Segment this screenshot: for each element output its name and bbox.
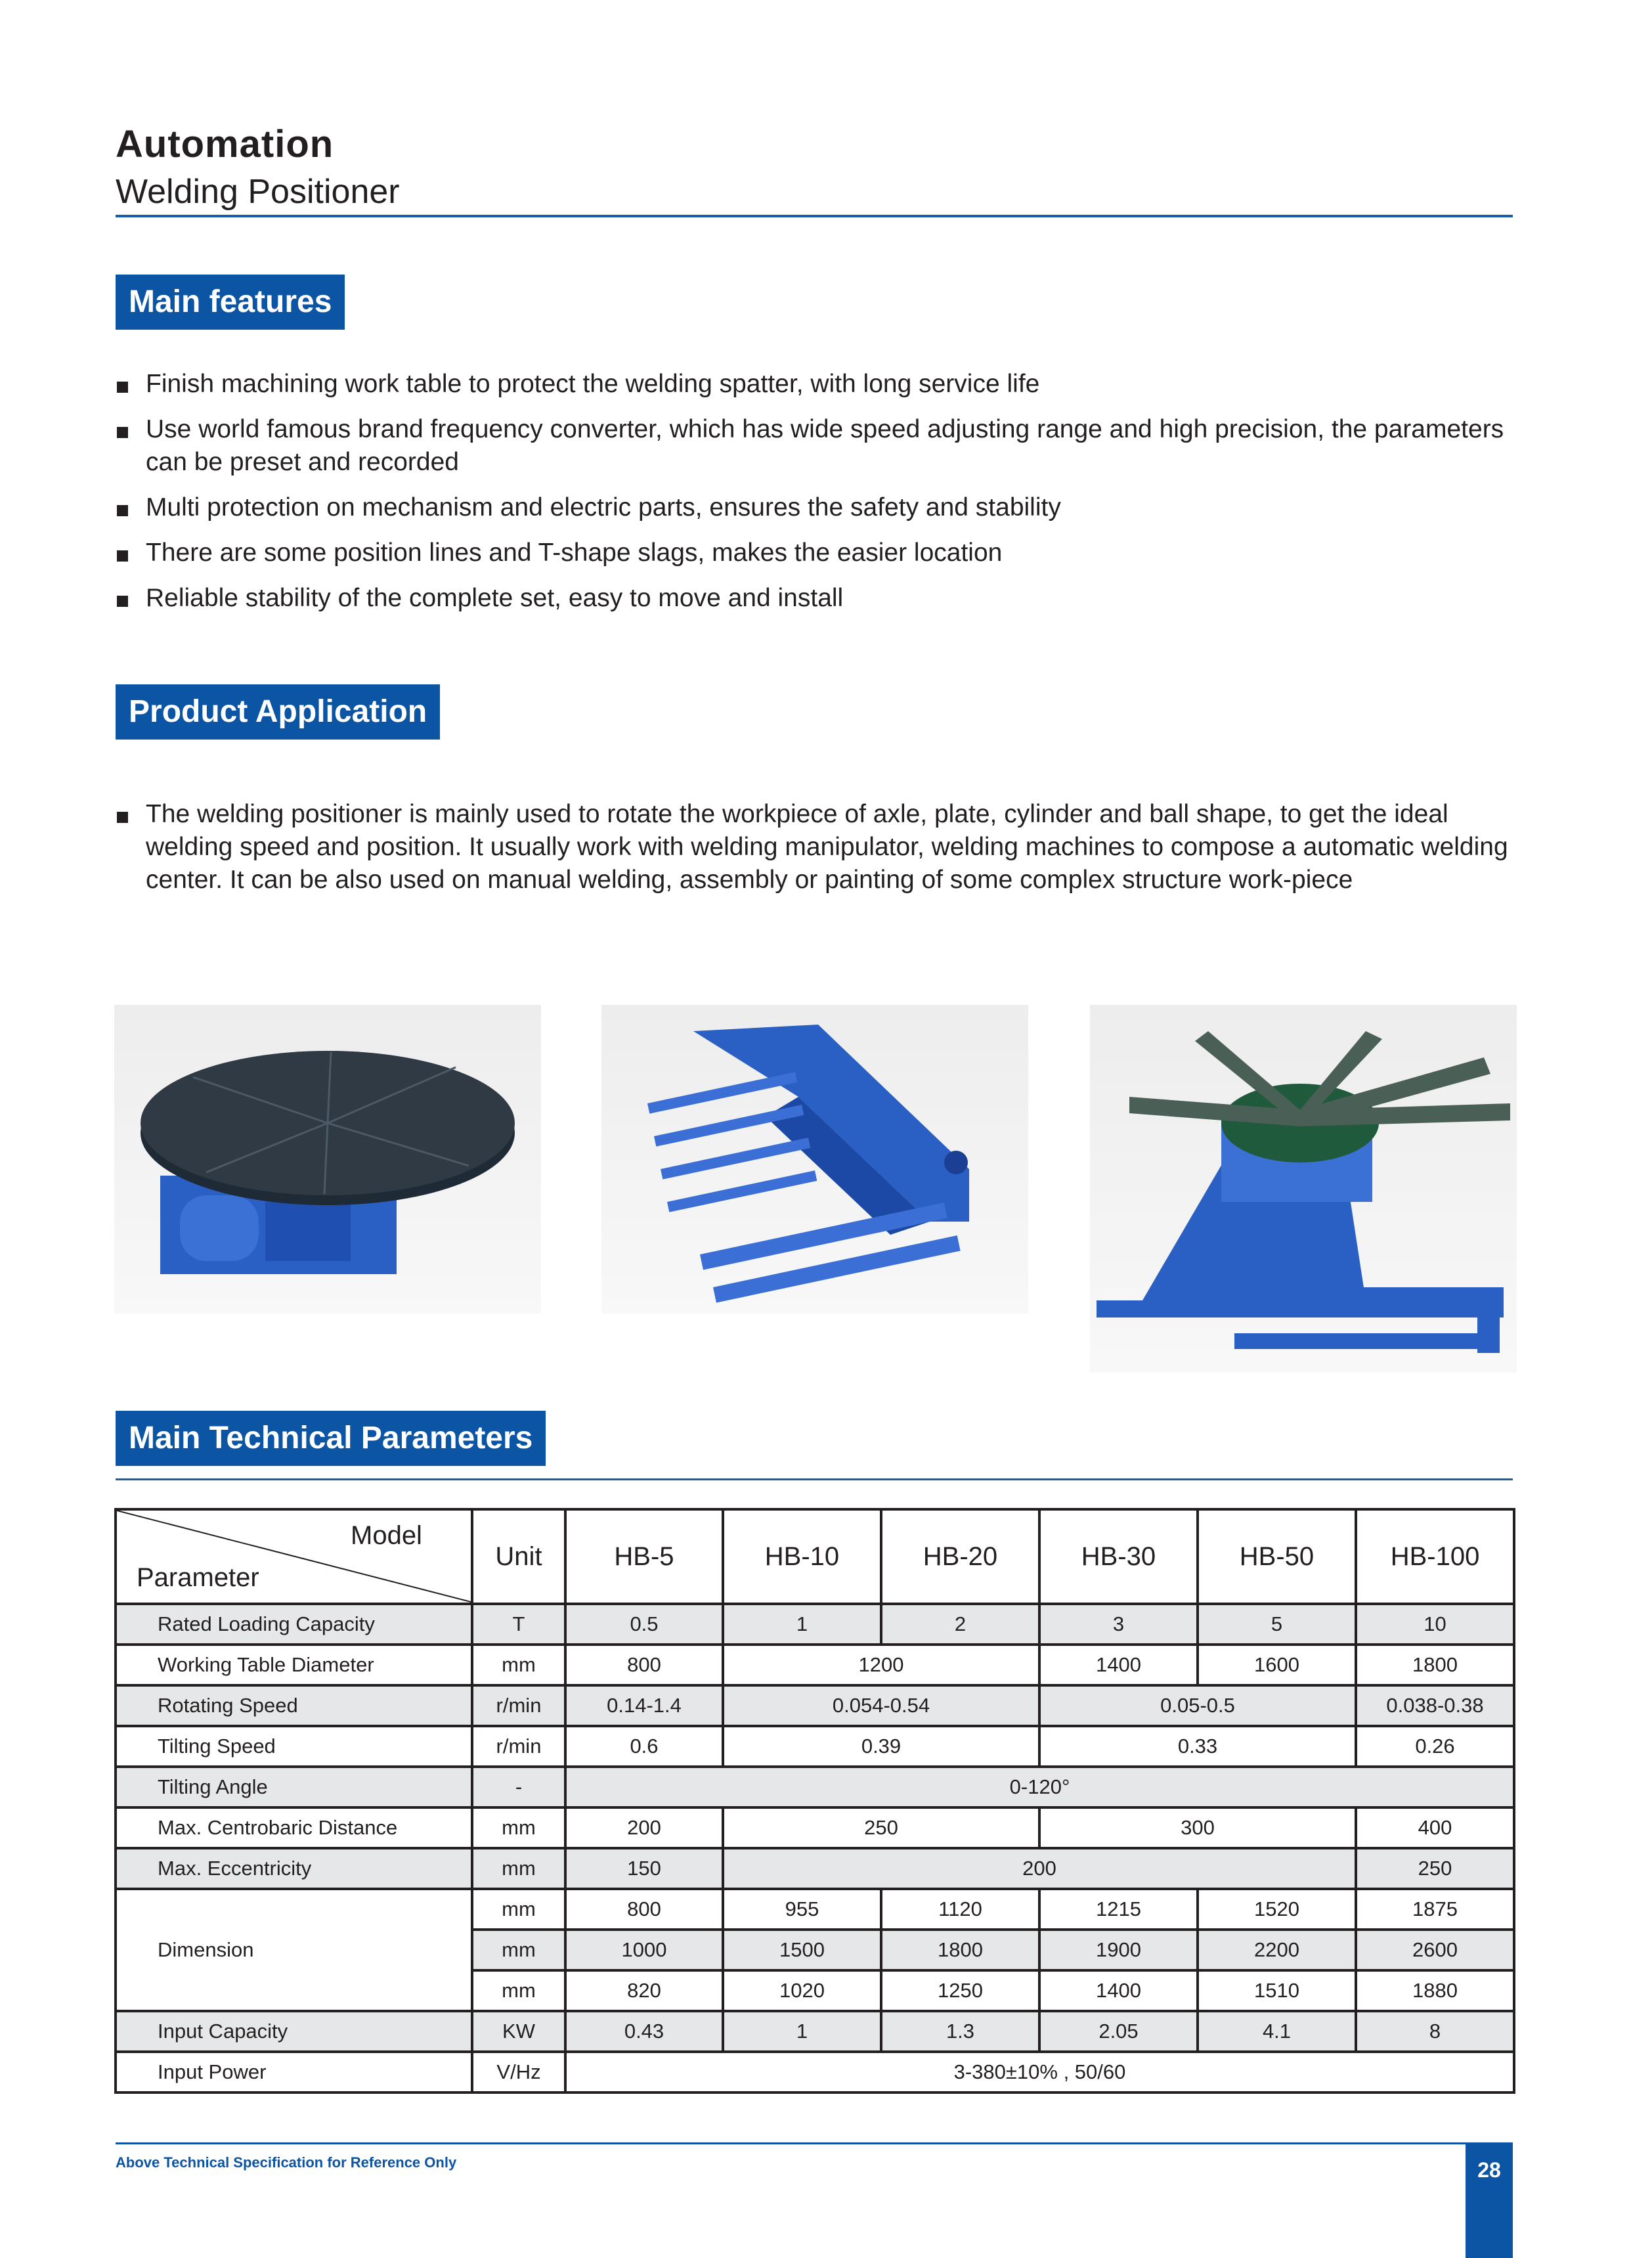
table-row <box>116 1889 1514 1930</box>
value-cell: 2 <box>881 1604 1039 1645</box>
value-cell: 1875 <box>1356 1889 1514 1930</box>
param-label: Max. Centrobaric Distance <box>116 1807 472 1848</box>
heavy-duty-positioner-icon <box>1090 1005 1517 1373</box>
model-header: HB-30 <box>1039 1509 1198 1604</box>
param-label: Tilting Speed <box>116 1726 472 1767</box>
rotary-table-positioner-icon <box>114 1005 541 1314</box>
corner-model-label: Model <box>351 1521 422 1550</box>
value-cell: 0.6 <box>565 1726 723 1767</box>
value-cell: 1000 <box>565 1930 723 1970</box>
value-cell: 250 <box>1356 1848 1514 1889</box>
value-cell: 1520 <box>1198 1889 1356 1930</box>
table-row <box>116 1645 1514 1685</box>
value-cell: 200 <box>565 1807 723 1848</box>
value-cell: 1880 <box>1356 1970 1514 2011</box>
value-cell: 1215 <box>1039 1889 1198 1930</box>
application-list <box>116 798 1527 909</box>
tilting-positioner-icon <box>601 1005 1028 1314</box>
technical-parameters-heading: Main Technical Parameters <box>116 1411 546 1466</box>
table-row <box>116 1685 1514 1726</box>
param-label: Dimension <box>116 1889 472 2011</box>
value-cell: 8 <box>1356 2011 1514 2052</box>
feature-item: There are some position lines and T-shape slags, makes the easier location <box>116 537 1527 569</box>
footer-rule <box>116 2142 1513 2144</box>
param-label: Working Table Diameter <box>116 1645 472 1685</box>
footer-note: Above Technical Specification for Reference Only <box>116 2154 457 2171</box>
value-cell: 0.26 <box>1356 1726 1514 1767</box>
value-cell: 1400 <box>1039 1645 1198 1685</box>
value-cell: 1400 <box>1039 1970 1198 2011</box>
param-label: Rotating Speed <box>116 1685 472 1726</box>
value-cell: 0.39 <box>723 1726 1039 1767</box>
unit-header: Unit <box>472 1509 565 1604</box>
features-list <box>116 368 1527 627</box>
table-row <box>116 1726 1514 1767</box>
unit-cell: T <box>472 1604 565 1645</box>
value-cell: 0.14-1.4 <box>565 1685 723 1726</box>
page-title: Automation <box>116 123 334 166</box>
unit-cell: mm <box>472 1889 565 1930</box>
value-cell: 400 <box>1356 1807 1514 1848</box>
feature-item: Use world famous brand frequency converter, which has wide speed adjusting range and high precision, the parameters can be preset and recorded <box>116 413 1525 479</box>
value-cell: 0-120° <box>565 1767 1514 1807</box>
value-cell: 1020 <box>723 1970 881 2011</box>
value-cell: 820 <box>565 1970 723 2011</box>
value-cell: 150 <box>565 1848 723 1889</box>
unit-cell: mm <box>472 1930 565 1970</box>
feature-item: Reliable stability of the complete set, easy to move and install <box>116 582 1527 615</box>
unit-cell: r/min <box>472 1685 565 1726</box>
value-cell: 300 <box>1039 1807 1356 1848</box>
model-header: HB-5 <box>565 1509 723 1604</box>
value-cell: 4.1 <box>1198 2011 1356 2052</box>
value-cell: 1500 <box>723 1930 881 1970</box>
value-cell: 0.054-0.54 <box>723 1685 1039 1726</box>
unit-cell: mm <box>472 1645 565 1685</box>
page-number: 28 <box>1466 2142 1513 2258</box>
model-parameter-corner <box>116 1509 472 1604</box>
value-cell: 1.3 <box>881 2011 1039 2052</box>
value-cell: 800 <box>565 1889 723 1930</box>
value-cell: 1800 <box>881 1930 1039 1970</box>
model-header: HB-100 <box>1356 1509 1514 1604</box>
value-cell: 0.33 <box>1039 1726 1356 1767</box>
value-cell: 1250 <box>881 1970 1039 2011</box>
param-label: Tilting Angle <box>116 1767 472 1807</box>
table-row <box>116 2052 1514 2092</box>
param-label: Input Capacity <box>116 2011 472 2052</box>
param-label: Input Power <box>116 2052 472 2092</box>
table-row <box>116 1807 1514 1848</box>
corner-parameter-label: Parameter <box>137 1563 259 1592</box>
value-cell: 1 <box>723 1604 881 1645</box>
value-cell: 1600 <box>1198 1645 1356 1685</box>
unit-cell: r/min <box>472 1726 565 1767</box>
value-cell: 10 <box>1356 1604 1514 1645</box>
value-cell: 2200 <box>1198 1930 1356 1970</box>
value-cell: 2600 <box>1356 1930 1514 1970</box>
value-cell: 1 <box>723 2011 881 2052</box>
value-cell: 0.5 <box>565 1604 723 1645</box>
value-cell: 1800 <box>1356 1645 1514 1685</box>
value-cell: 0.038-0.38 <box>1356 1685 1514 1726</box>
product-application-heading: Product Application <box>116 684 440 740</box>
value-cell: 200 <box>723 1848 1356 1889</box>
unit-cell: V/Hz <box>472 2052 565 2092</box>
value-cell: 0.43 <box>565 2011 723 2052</box>
unit-cell: mm <box>472 1807 565 1848</box>
table-row <box>116 1604 1514 1645</box>
params-rule <box>116 1478 1513 1480</box>
table-header-row <box>116 1509 1514 1604</box>
model-header: HB-20 <box>881 1509 1039 1604</box>
table-row <box>116 1848 1514 1889</box>
param-label: Max. Eccentricity <box>116 1848 472 1889</box>
value-cell: 3 <box>1039 1604 1198 1645</box>
param-label: Rated Loading Capacity <box>116 1604 472 1645</box>
value-cell: 1120 <box>881 1889 1039 1930</box>
parameters-table <box>114 1508 1515 2094</box>
unit-cell: mm <box>472 1970 565 2011</box>
value-cell: 1900 <box>1039 1930 1198 1970</box>
table-row <box>116 2011 1514 2052</box>
model-header: HB-10 <box>723 1509 881 1604</box>
unit-cell: mm <box>472 1848 565 1889</box>
feature-item: Multi protection on mechanism and electric parts, ensures the safety and stability <box>116 491 1527 524</box>
unit-cell: - <box>472 1767 565 1807</box>
model-header: HB-50 <box>1198 1509 1356 1604</box>
value-cell: 1510 <box>1198 1970 1356 2011</box>
value-cell: 250 <box>723 1807 1039 1848</box>
value-cell: 800 <box>565 1645 723 1685</box>
feature-item: Finish machining work table to protect the welding spatter, with long service life <box>116 368 1527 401</box>
table-row <box>116 1767 1514 1807</box>
application-text: The welding positioner is mainly used to rotate the workpiece of axle, plate, cylinder and ball shape, to get the ideal welding speed and position. It usually work with welding manipulator, welding machines to compose a automatic welding center. It can be also used on manual welding, assembly or painting of some complex structure work-piece <box>116 798 1527 897</box>
unit-cell: KW <box>472 2011 565 2052</box>
value-cell: 1200 <box>723 1645 1039 1685</box>
value-cell: 955 <box>723 1889 881 1930</box>
page-subtitle: Welding Positioner <box>116 173 400 211</box>
value-cell: 2.05 <box>1039 2011 1198 2052</box>
value-cell: 5 <box>1198 1604 1356 1645</box>
main-features-heading: Main features <box>116 275 345 330</box>
value-cell: 3-380±10% , 50/60 <box>565 2052 1514 2092</box>
value-cell: 0.05-0.5 <box>1039 1685 1356 1726</box>
header-rule <box>116 215 1513 217</box>
